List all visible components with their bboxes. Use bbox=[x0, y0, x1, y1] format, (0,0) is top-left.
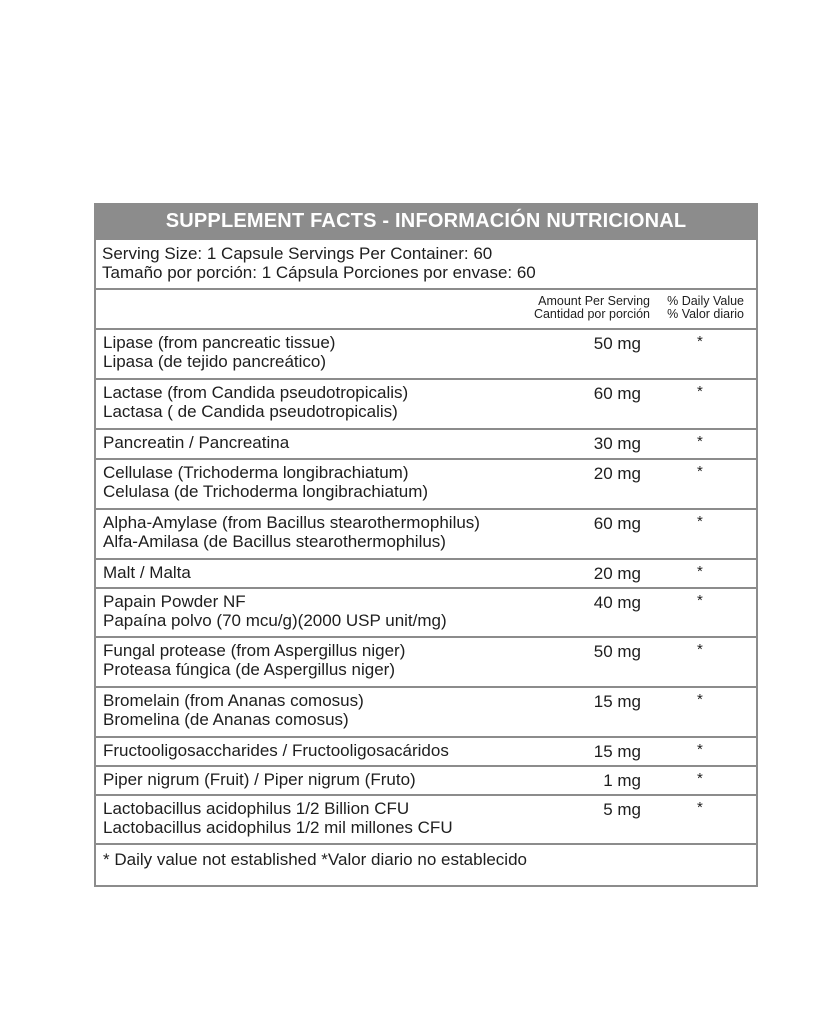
ingredient-daily-value: * bbox=[697, 691, 703, 708]
ingredient-name-es: Lipasa (de tejido pancreático) bbox=[103, 352, 327, 371]
ingredient-amount: 40 mg bbox=[593, 593, 641, 612]
ingredient-daily-value: * bbox=[697, 799, 703, 816]
amount-header-en: Amount Per Serving bbox=[538, 294, 650, 308]
ingredient-row bbox=[96, 688, 756, 738]
ingredient-row bbox=[96, 638, 756, 688]
ingredient-amount: 15 mg bbox=[593, 742, 641, 761]
ingredient-daily-value: * bbox=[697, 641, 703, 658]
ingredient-name-en: Alpha-Amylase (from Bacillus stearothermophilus) bbox=[103, 513, 480, 532]
serving-info-en: Serving Size: 1 Capsule Servings Per Container: 60 bbox=[102, 244, 493, 263]
supplement-facts-panel bbox=[94, 203, 758, 887]
ingredient-row bbox=[96, 560, 756, 589]
ingredient-row bbox=[96, 330, 756, 380]
daily-value-column-header bbox=[667, 295, 744, 321]
ingredient-amount: 5 mg bbox=[603, 800, 641, 819]
ingredient-name-en: Papain Powder NF bbox=[103, 592, 246, 611]
ingredient-row bbox=[96, 738, 756, 767]
ingredient-row bbox=[96, 430, 756, 460]
dv-header-en: % Daily Value bbox=[667, 294, 744, 308]
ingredient-row bbox=[96, 460, 756, 510]
ingredient-daily-value: * bbox=[697, 770, 703, 787]
ingredient-amount: 60 mg bbox=[593, 384, 641, 403]
ingredient-row bbox=[96, 510, 756, 560]
amount-column-header bbox=[534, 295, 650, 321]
ingredient-name-en: Fructooligosaccharides / Fructooligosacáridos bbox=[103, 741, 449, 760]
ingredient-name-en: Lactase (from Candida pseudotropicalis) bbox=[103, 383, 409, 402]
ingredient-name-en: Pancreatin / Pancreatina bbox=[103, 433, 290, 452]
ingredient-daily-value: * bbox=[697, 563, 703, 580]
ingredient-amount: 20 mg bbox=[593, 564, 641, 583]
ingredient-amount: 15 mg bbox=[593, 692, 641, 711]
ingredient-daily-value: * bbox=[697, 741, 703, 758]
ingredient-amount: 30 mg bbox=[593, 434, 641, 453]
serving-info-es: Tamaño por porción: 1 Cápsula Porciones por envase: 60 bbox=[102, 263, 536, 282]
ingredient-amount: 1 mg bbox=[603, 771, 641, 790]
dv-header-es: % Valor diario bbox=[667, 307, 744, 321]
ingredient-daily-value: * bbox=[697, 333, 703, 350]
ingredient-name-en: Malt / Malta bbox=[103, 563, 191, 582]
ingredient-amount: 60 mg bbox=[593, 514, 641, 533]
ingredient-daily-value: * bbox=[697, 433, 703, 450]
ingredient-daily-value: * bbox=[697, 592, 703, 609]
ingredient-daily-value: * bbox=[697, 383, 703, 400]
ingredient-name-es: Papaína polvo (70 mcu/g)(2000 USP unit/mg) bbox=[103, 611, 447, 630]
ingredient-amount: 50 mg bbox=[593, 642, 641, 661]
ingredient-name-en: Cellulase (Trichoderma longibrachiatum) bbox=[103, 463, 409, 482]
ingredient-row bbox=[96, 767, 756, 796]
ingredient-row bbox=[96, 589, 756, 638]
ingredient-row bbox=[96, 380, 756, 430]
ingredient-daily-value: * bbox=[697, 513, 703, 530]
ingredient-name-es: Proteasa fúngica (de Aspergillus niger) bbox=[103, 660, 395, 679]
ingredient-name-es: Alfa-Amilasa (de Bacillus stearothermophilus) bbox=[103, 532, 446, 551]
ingredient-name-es: Lactasa ( de Candida pseudotropicalis) bbox=[103, 402, 398, 421]
ingredient-name-en: Bromelain (from Ananas comosus) bbox=[103, 691, 364, 710]
ingredient-name-es: Lactobacillus acidophilus 1/2 mil millones CFU bbox=[103, 818, 453, 837]
column-headers bbox=[96, 290, 756, 330]
amount-header-es: Cantidad por porción bbox=[533, 307, 650, 321]
serving-info bbox=[96, 240, 756, 290]
footnote: * Daily value not established *Valor diario no establecido bbox=[103, 850, 527, 869]
ingredient-name-es: Celulasa (de Trichoderma longibrachiatum) bbox=[103, 482, 429, 501]
ingredient-name-en: Lipase (from pancreatic tissue) bbox=[103, 333, 336, 352]
ingredient-name-es: Bromelina (de Ananas comosus) bbox=[103, 710, 349, 729]
ingredient-row bbox=[96, 796, 756, 845]
panel-title: SUPPLEMENT FACTS - INFORMACIÓN NUTRICIONAL bbox=[96, 203, 756, 240]
ingredient-name-en: Fungal protease (from Aspergillus niger) bbox=[103, 641, 406, 660]
ingredient-name-en: Piper nigrum (Fruit) / Piper nigrum (Fruto) bbox=[103, 770, 416, 789]
ingredient-amount: 50 mg bbox=[593, 334, 641, 353]
ingredient-name-en: Lactobacillus acidophilus 1/2 Billion CFU bbox=[103, 799, 410, 818]
ingredient-daily-value: * bbox=[697, 463, 703, 480]
ingredient-amount: 20 mg bbox=[593, 464, 641, 483]
